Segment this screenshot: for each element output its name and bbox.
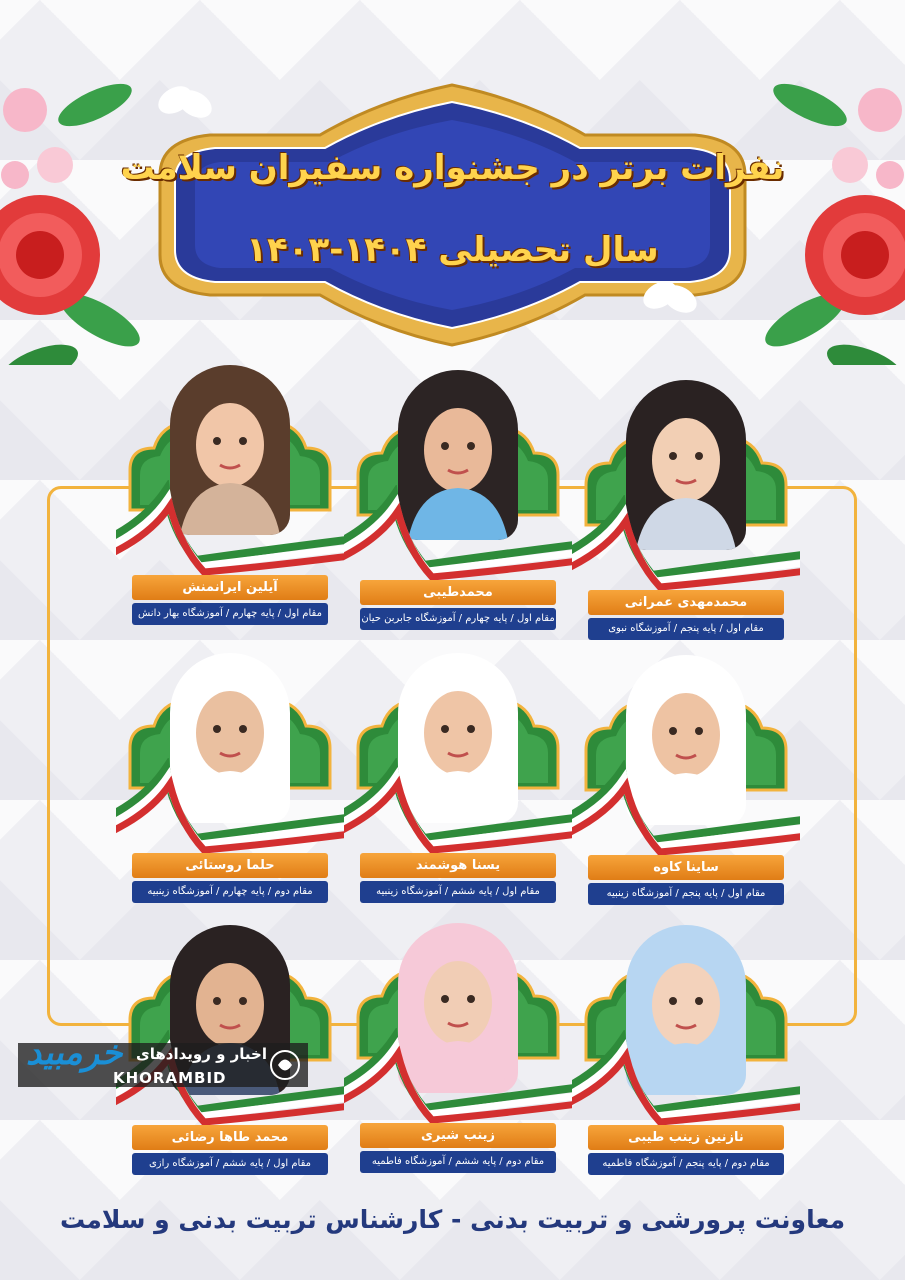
banner-frame-icon: [120, 80, 785, 350]
winner-card: [572, 910, 800, 1180]
flag-ribbon-icon: [572, 760, 800, 860]
flag-ribbon-icon: [344, 1028, 572, 1128]
student-name: ساینا کاوه: [588, 855, 784, 880]
student-info: مقام دوم / پایه پنجم / آموزشگاه فاطمیه: [588, 1153, 784, 1175]
flag-ribbon-icon: [344, 758, 572, 858]
logo-script: خرمبید: [26, 1033, 123, 1073]
flower-decoration-left-icon: [0, 65, 140, 365]
footer-text: معاونت پرورشی و تربیت بدنی - کارشناس تربیت بدنی و سلامت: [59, 1205, 846, 1234]
flag-ribbon-icon: [572, 1030, 800, 1130]
student-info: مقام اول / پایه چهارم / آموزشگاه جابربن حیان: [360, 608, 556, 630]
student-name: محمد طاها رضائی: [132, 1125, 328, 1150]
student-name: نازنین زینب طیبی: [588, 1125, 784, 1150]
student-name: محمدمهدی عمرانی: [588, 590, 784, 615]
student-info: مقام اول / پایه پنجم / آموزشگاه زینبیه: [588, 883, 784, 905]
title-banner: [120, 80, 785, 350]
khorambid-logo: [18, 1033, 308, 1095]
winner-card: [116, 360, 344, 630]
student-info: مقام دوم / پایه ششم / آموزشگاه فاطمیه: [360, 1151, 556, 1173]
winner-card: [116, 638, 344, 908]
page-title: نفرات برتر در جشنواره سفیران سلامت: [120, 148, 785, 188]
student-info: مقام اول / پایه ششم / آموزشگاه رازی: [132, 1153, 328, 1175]
logo-emblem-icon: [268, 1048, 302, 1082]
flag-ribbon-icon: [116, 480, 344, 580]
page-subtitle: سال تحصیلی ۱۴۰۴-۱۴۰۳: [246, 230, 659, 270]
student-info: مقام دوم / پایه چهارم / آموزشگاه زینبیه: [132, 881, 328, 903]
winner-card: [344, 365, 572, 635]
winner-card: [572, 640, 800, 910]
student-info: مقام اول / پایه ششم / آموزشگاه زینبیه: [360, 881, 556, 903]
winner-card: [344, 908, 572, 1178]
student-info: مقام اول / پایه پنجم / آموزشگاه نبوی: [588, 618, 784, 640]
logo-english: KHORAMBID: [113, 1069, 227, 1087]
flower-decoration-right-icon: [765, 65, 905, 365]
flag-ribbon-icon: [344, 485, 572, 585]
student-name: آیلین ایرانمنش: [132, 575, 328, 600]
student-name: زینب شیری: [360, 1123, 556, 1148]
student-name: محمدطیبی: [360, 580, 556, 605]
winner-card: [344, 638, 572, 908]
student-name: حلما روستائی: [132, 853, 328, 878]
flag-ribbon-icon: [572, 495, 800, 595]
student-name: یسنا هوشمند: [360, 853, 556, 878]
winner-card: [572, 375, 800, 645]
logo-top-text: اخبار و رویدادهای: [136, 1045, 267, 1063]
student-info: مقام اول / پایه چهارم / آموزشگاه بهار دانش: [132, 603, 328, 625]
flag-ribbon-icon: [116, 758, 344, 858]
